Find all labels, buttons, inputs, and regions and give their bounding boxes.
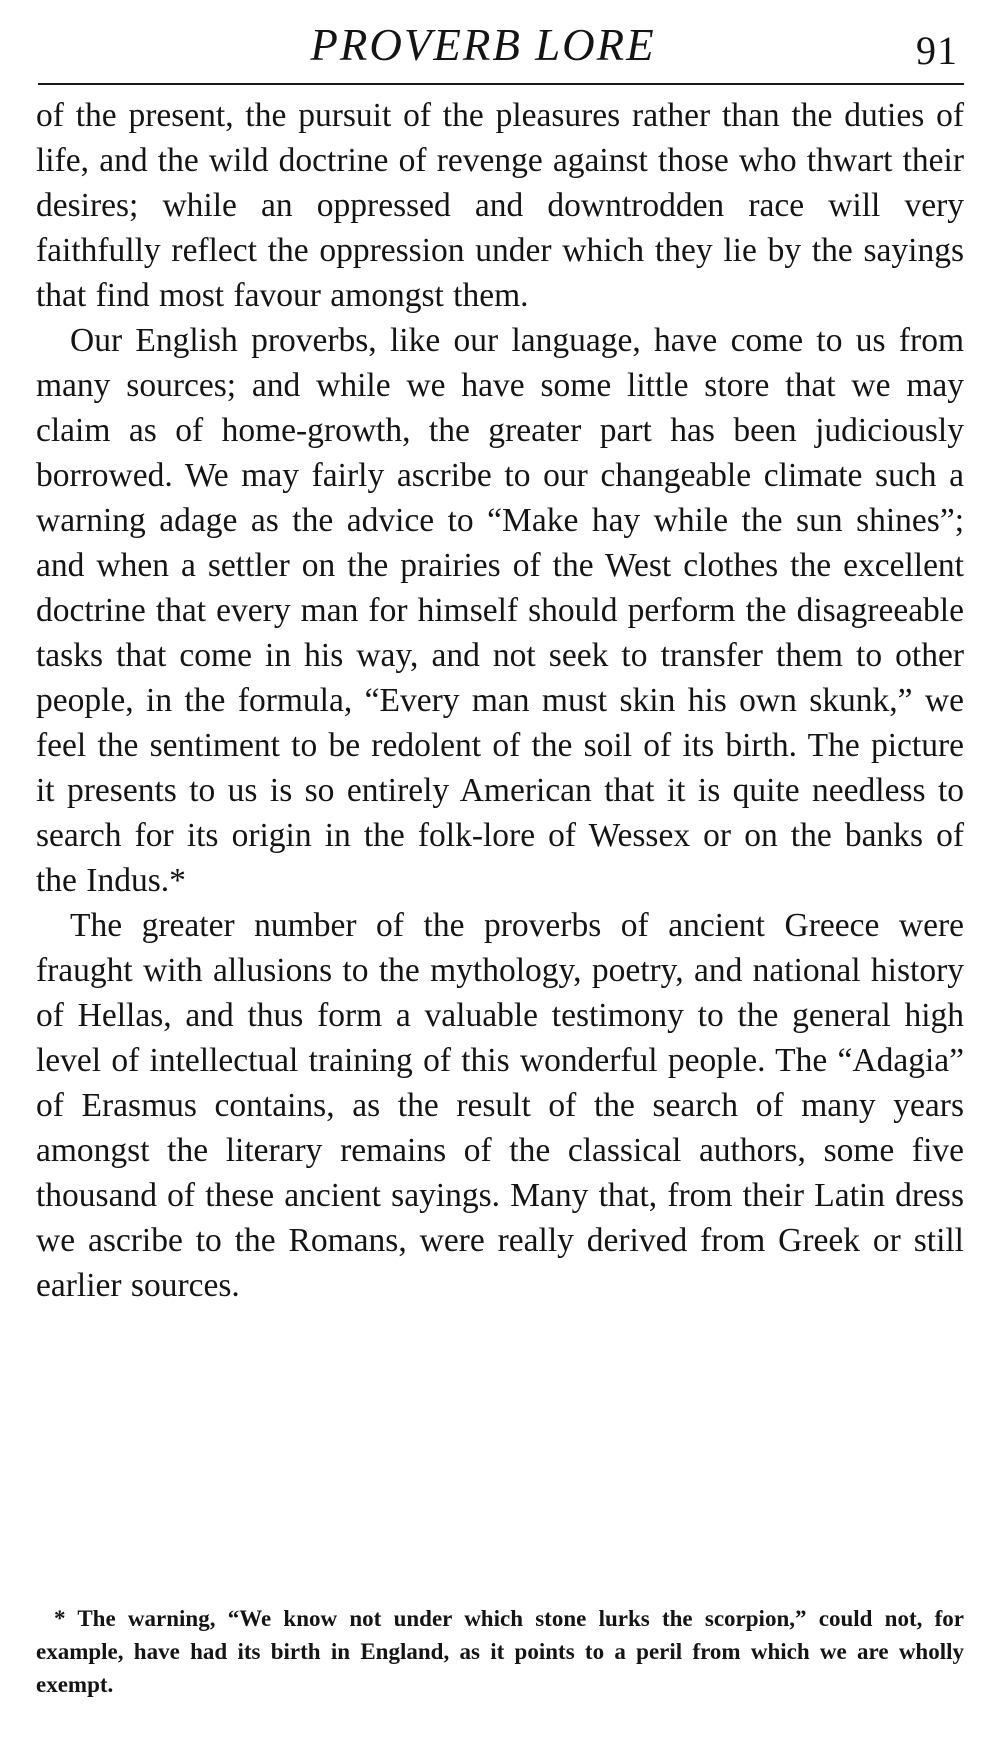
footnote: * The warning, “We know not under which stone lurks the scorpion,” could not, for example, have had its birth in England, as it points to a peril from which we are wholly exempt. <box>36 1606 964 1697</box>
running-header <box>38 14 964 76</box>
paragraph-continuation: of the present, the pursuit of the pleasures rather than the duties of life, and the wild doctrine of revenge against those who thwart their desires; while an oppressed and downtrodden race will very faithfully reflect the oppression under which they lie by the sayings that find most favour amongst them. <box>36 97 964 314</box>
header-rule <box>38 83 964 85</box>
paragraph-english-proverbs: Our English proverbs, like our language, have come to us from many sources; and while we have some little store that we may claim as of home-growth, the greater part has been judiciously borrowed. We may fairly ascribe to our changeable climate such a warning adage as the advice to “Make hay while the sun shines”; and when a settler on the prairies of the West clothes the excellent doctrine that every man for himself should perform the disagreeable tasks that come in his way, and not seek to transfer them to other people, in the formula, “Every man must skin his own skunk,” we feel the sentiment to be redolent of the soil of its birth. The picture it presents to us is so entirely American that it is quite needless to search for its origin in the folk-lore of Wessex or on the banks of the Indus.* <box>36 322 964 899</box>
running-title: PROVERB LORE <box>310 20 656 70</box>
body-text <box>36 93 964 1308</box>
paragraph-greek-proverbs: The greater number of the proverbs of ancient Greece were fraught with allusions to the mythology, poetry, and national history of Hellas, and thus form a valuable testimony to the general high level of intellectual training of this wonderful people. The “Adagia” of Erasmus contains, as the result of the search of many years amongst the literary remains of the classical authors, some five thousand of these ancient sayings. Many that, from their Latin dress we ascribe to the Romans, were really derived from Greek or still earlier sources. <box>36 907 964 1304</box>
page-number: 91 <box>916 28 958 73</box>
